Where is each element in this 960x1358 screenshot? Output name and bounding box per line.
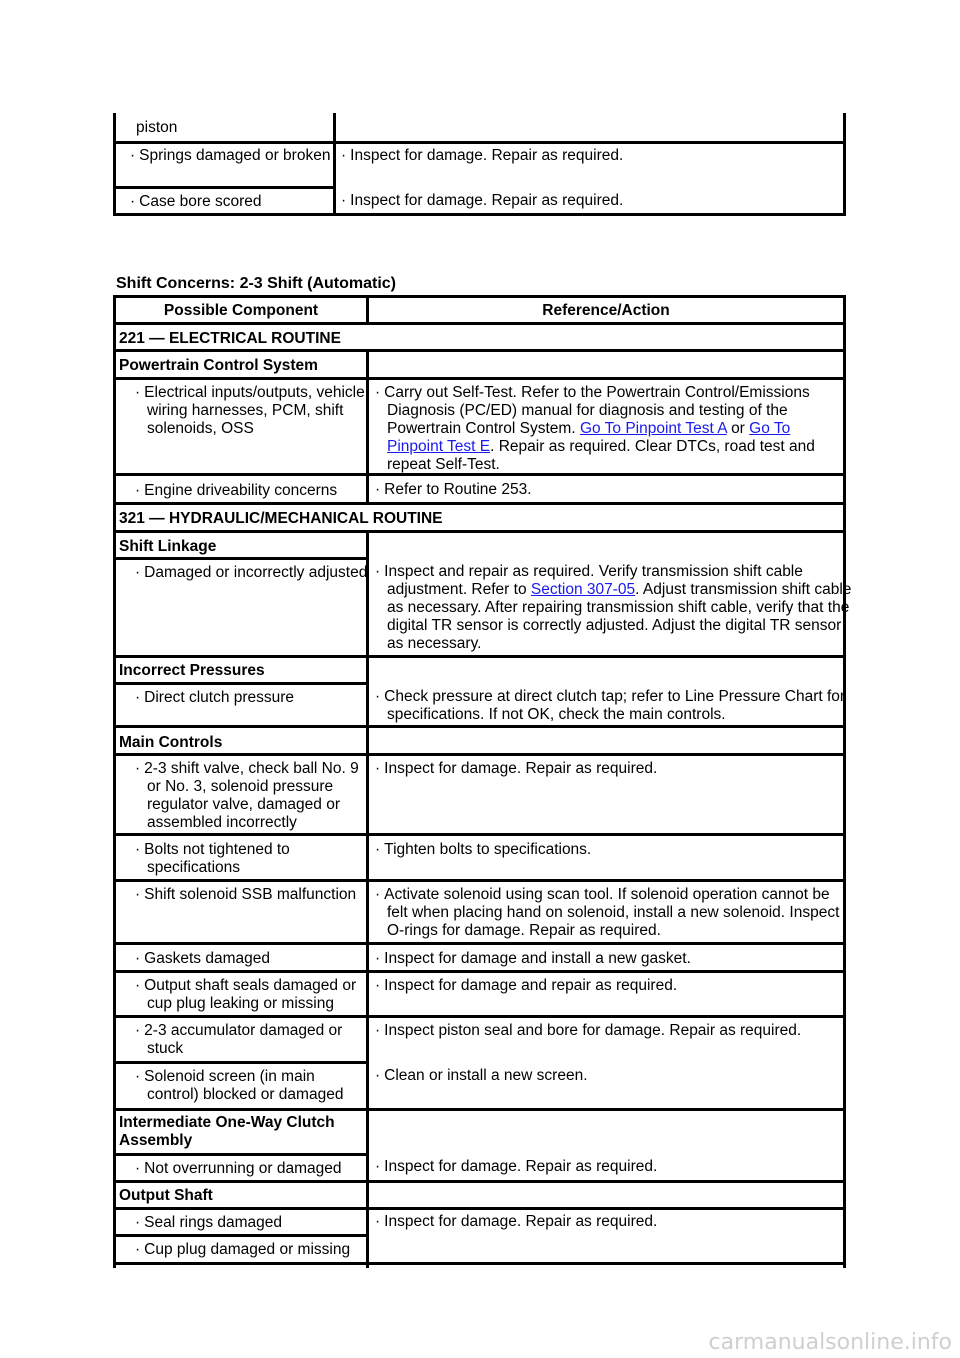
row-divider <box>113 970 846 973</box>
section-307-05-link[interactable]: Section 307-05 <box>530 581 636 598</box>
list-item: · Electrical inputs/outputs, vehicle wiring harnesses, PCM, shift solenoids, OSS <box>135 384 365 437</box>
list-item: · Inspect for damage. Repair as required. <box>375 1158 658 1175</box>
group-heading: Incorrect Pressures <box>119 662 265 679</box>
pinpoint-test-a-link[interactable]: Go To Pinpoint Test A <box>579 420 727 437</box>
row-divider <box>113 141 846 144</box>
list-item: · Cup plug damaged or missing <box>135 1241 351 1258</box>
row-divider <box>113 557 368 560</box>
list-item: · Tighten bolts to specifications. <box>375 841 592 858</box>
list-item: · Bolts not tightened to specifications <box>135 841 290 876</box>
list-item: · Inspect piston seal and bore for damage. Repair as required. <box>375 1022 802 1039</box>
row-divider <box>113 322 846 325</box>
table-border <box>113 113 116 216</box>
row-divider <box>113 1015 846 1018</box>
row-divider <box>113 349 846 352</box>
list-item: · Inspect for damage. Repair as required. <box>375 760 658 777</box>
group-heading: Shift Linkage <box>119 538 217 555</box>
list-item: · Solenoid screen (in main control) blocked or damaged <box>135 1068 344 1103</box>
pinpoint-test-e-link[interactable]: Go To Pinpoint Test E <box>387 420 791 455</box>
list-item: · Inspect and repair as required. Verify transmission shift cable adjustment. Refer to Section 307-05. Adjust transmission shift cable as necessary. After repairing transmission shift cable, verify that the digital TR sensor is correctly adjusted. Adjust the digital TR sensor as necessary. <box>375 563 852 652</box>
section-heading: 321 — HYDRAULIC/MECHANICAL ROUTINE <box>119 510 443 527</box>
row-divider <box>113 1207 846 1210</box>
row-divider <box>113 1262 846 1265</box>
list-item: · Not overrunning or damaged <box>135 1160 342 1177</box>
list-item: · 2-3 shift valve, check ball No. 9 or No. 3, solenoid pressure regulator valve, damaged or assembled incorrectly <box>135 760 359 831</box>
row-divider <box>113 377 846 380</box>
list-item: · Refer to Routine 253. <box>375 481 532 498</box>
group-heading: Main Controls <box>119 734 223 751</box>
list-item: · Damaged or incorrectly adjusted <box>135 564 368 581</box>
list-item: · Carry out Self-Test. Refer to the Powertrain Control/Emissions Diagnosis (PC/ED) manual for diagnosis and testing of the Powertrain Control System. Go To Pinpoint Test A or Go To Pinpoint Test E. Repair as required. Clear DTCs, road test and repeat Self-Test. <box>375 384 815 473</box>
row-divider <box>113 682 368 685</box>
row-divider <box>113 833 846 836</box>
row-divider <box>113 502 846 505</box>
row-divider <box>113 725 846 728</box>
column-header-component: Possible Component <box>163 302 319 319</box>
table-caption: Shift Concerns: 2-3 Shift (Automatic) <box>116 275 397 292</box>
list-item: piston <box>136 119 178 136</box>
list-item: · Case bore scored <box>130 193 262 210</box>
list-item: · Gaskets damaged <box>135 950 270 967</box>
list-item: · Direct clutch pressure <box>135 689 295 706</box>
group-heading: Intermediate One-Way Clutch Assembly <box>119 1114 335 1149</box>
row-divider <box>113 942 846 945</box>
row-divider <box>113 186 336 189</box>
list-item: · Inspect for damage. Repair as required. <box>341 192 624 209</box>
list-item: · Output shaft seals damaged or cup plug leaking or missing <box>135 977 357 1012</box>
column-header-action: Reference/Action <box>542 302 670 319</box>
group-heading: Output Shaft <box>119 1187 213 1204</box>
list-item: · Inspect for damage. Repair as required. <box>341 147 624 164</box>
column-divider <box>366 532 369 657</box>
list-item: · 2-3 accumulator damaged or stuck <box>135 1022 343 1057</box>
row-divider <box>113 295 846 298</box>
group-heading: Powertrain Control System <box>119 357 318 374</box>
row-divider <box>113 1061 368 1064</box>
row-divider <box>113 753 846 756</box>
list-item: · Inspect for damage and install a new gasket. <box>375 950 691 967</box>
row-divider <box>113 879 846 882</box>
list-item: · Check pressure at direct clutch tap; refer to Line Pressure Chart for specifications. If not OK, check the main controls. <box>375 688 846 723</box>
list-item: · Springs damaged or broken <box>130 147 331 164</box>
list-item: · Shift solenoid SSB malfunction <box>135 886 357 903</box>
row-divider <box>113 1153 368 1156</box>
row-divider <box>113 1180 846 1183</box>
row-divider <box>113 213 846 216</box>
row-divider <box>113 1234 368 1237</box>
table-border <box>113 295 116 1268</box>
row-divider <box>113 1108 846 1111</box>
row-divider <box>113 655 846 658</box>
row-divider <box>113 530 846 533</box>
watermark: carmanualsonline.info <box>708 1330 952 1355</box>
list-item: · Seal rings damaged <box>135 1214 283 1231</box>
list-item: · Inspect for damage and repair as required. <box>375 977 678 994</box>
table-border <box>843 113 846 216</box>
section-heading: 221 — ELECTRICAL ROUTINE <box>119 330 341 347</box>
list-item: · Engine driveability concerns <box>135 482 338 499</box>
list-item: · Inspect for damage. Repair as required. <box>375 1213 658 1230</box>
table-border <box>333 113 336 216</box>
list-item: · Clean or install a new screen. <box>375 1067 588 1084</box>
list-item: · Activate solenoid using scan tool. If solenoid operation cannot be felt when placing hand on solenoid, install a new solenoid. Inspect O-rings for damage. Repair as required. <box>375 886 840 939</box>
